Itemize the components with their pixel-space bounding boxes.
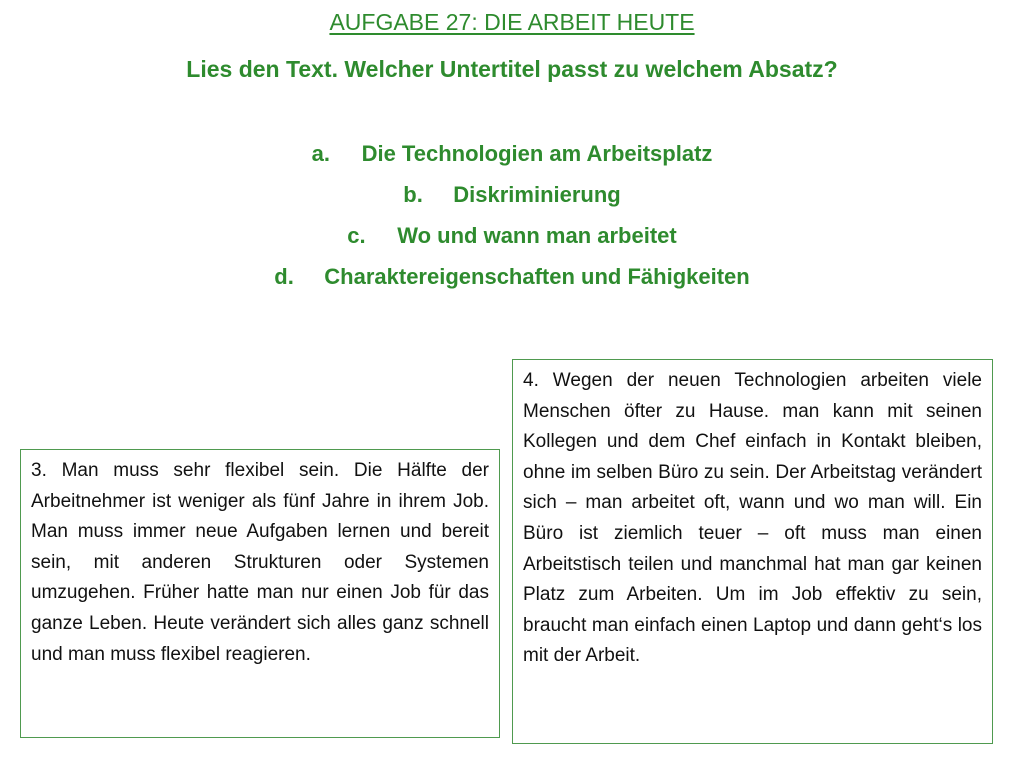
option-b xyxy=(0,178,1024,219)
option-text: Diskriminierung xyxy=(453,182,621,207)
option-d xyxy=(0,260,1024,301)
option-text: Die Technologien am Arbeitsplatz xyxy=(361,141,713,166)
option-letter: a. xyxy=(311,141,330,166)
paragraph-box-3 xyxy=(20,449,500,738)
page-title: AUFGABE 27: DIE ARBEIT HEUTE xyxy=(329,9,695,35)
instruction-text: Lies den Text. Welcher Untertitel passt zu welchem Absatz? xyxy=(186,56,838,82)
paragraph-3-text: 3. Man muss sehr flexibel sein. Die Hälfte der Arbeitnehmer ist weniger als fünf Jahre in ihrem Job. Man muss immer neue Aufgaben lernen und bereit sein, mit anderen Strukturen oder Systemen umzugehen. Früher hatte man nur einen Job für das ganze Leben. Heute verändert sich alles ganz schnell und man muss flexibel reagieren. xyxy=(31,460,489,665)
option-letter: b. xyxy=(403,182,423,207)
option-letter: c. xyxy=(347,223,366,248)
option-text: Wo und wann man arbeitet xyxy=(397,223,677,248)
option-a xyxy=(0,137,1024,178)
option-c xyxy=(0,219,1024,260)
subtitle-options-list xyxy=(0,137,1024,301)
option-text: Charaktereigenschaften und Fähigkeiten xyxy=(324,264,750,289)
paragraph-4-text: 4. Wegen der neuen Technologien arbeiten viele Menschen öfter zu Hause. man kann mit seinen Kollegen und dem Chef einfach in Kontakt bleiben, ohne im selben Büro zu sein. Der Arbeitstag verändert sich – man arbeitet oft, wann und wo man will. Ein Büro ist ziemlich teuer – oft muss man einen Arbeitstisch teilen und manchmal hat man gar keinen Platz zum Arbeiten. Um im Job effektiv zu sein, braucht man einfach einen Laptop und dann geht‘s los mit der Arbeit. xyxy=(523,370,982,667)
option-letter: d. xyxy=(274,264,294,289)
paragraph-box-4 xyxy=(512,359,993,744)
